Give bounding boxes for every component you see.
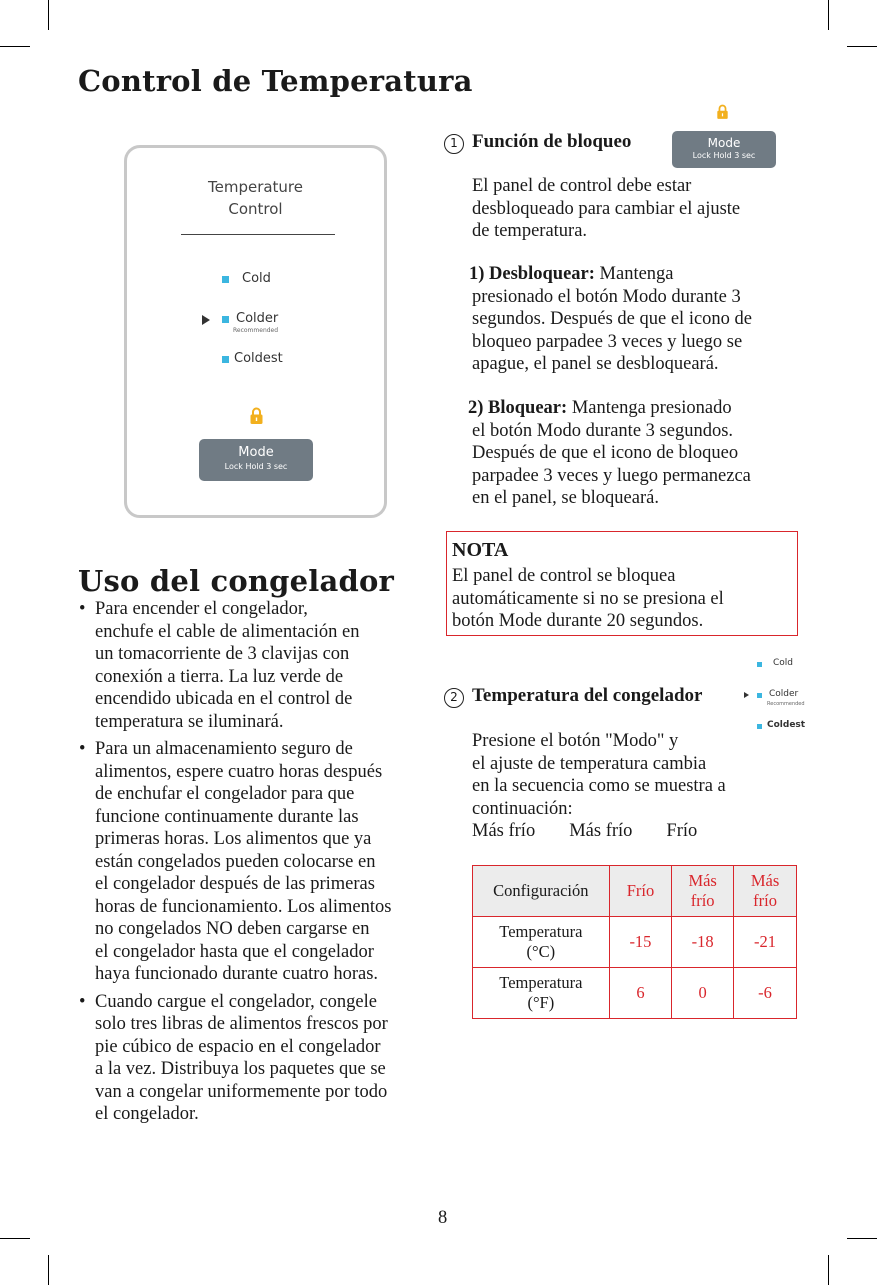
text-line: temperatura se iluminará. xyxy=(95,711,284,732)
section-heading-uso: Uso del congelador xyxy=(78,564,395,598)
text-line: Cuando cargue el congelador, congele xyxy=(95,991,377,1012)
list-item xyxy=(79,738,391,986)
mini-option-colder: Colder xyxy=(769,689,799,699)
lock-intro xyxy=(472,175,740,243)
selection-arrow-icon xyxy=(202,315,210,325)
note-title: NOTA xyxy=(452,539,509,561)
text-line: el ajuste de temperatura cambia xyxy=(472,753,707,774)
table-cell: -18 xyxy=(672,917,734,968)
unlock-instructions xyxy=(469,263,752,376)
text-line: un tomacorriente de 3 clavijas con xyxy=(95,644,350,664)
note-box xyxy=(446,531,798,636)
text-line: el congelador. xyxy=(95,1104,199,1124)
text-line: el congelador después de las primeras xyxy=(95,874,375,894)
text-line: de temperatura. xyxy=(472,221,588,241)
sequence-item: Más frío xyxy=(472,821,536,841)
text-line: Mantenga xyxy=(599,264,674,284)
option-coldest: Coldest xyxy=(234,351,283,366)
table-cell: -21 xyxy=(734,917,797,968)
crop-mark xyxy=(48,1255,49,1285)
selection-arrow-icon xyxy=(744,692,749,698)
text-line: primeras horas. Los alimentos que ya xyxy=(95,829,372,849)
text-line: de enchufar el congelador para que xyxy=(95,784,355,804)
text-line: desbloqueado para cambiar el ajuste xyxy=(472,198,741,219)
text-line: bloqueo parpadee 3 veces y luego se xyxy=(472,331,743,352)
temperature-table xyxy=(472,865,797,1019)
lock-heading: Función de bloqueo xyxy=(472,131,632,152)
table-cell: 6 xyxy=(609,968,672,1019)
header-cell: Más frío xyxy=(734,866,797,917)
text-line: continuación: xyxy=(472,798,573,819)
text-line: Para un almacenamiento seguro de xyxy=(95,739,353,759)
header-cell: Más frío xyxy=(672,866,734,917)
mode-button-small[interactable] xyxy=(672,131,776,168)
mini-recommended: Recommended xyxy=(767,701,805,707)
bullet-icon: • xyxy=(79,991,86,1012)
cold-indicator xyxy=(222,276,229,283)
page-number: 8 xyxy=(438,1208,448,1228)
text-line: Para encender el congelador, xyxy=(95,599,308,619)
text-line: funcione continuamente durante las xyxy=(95,806,359,827)
sequence-item: Frío xyxy=(666,821,698,841)
list-item xyxy=(79,598,391,733)
crop-mark xyxy=(847,1238,877,1239)
row-label: Temperatura (°C) xyxy=(473,917,610,968)
crop-mark xyxy=(828,0,829,30)
lock-icon xyxy=(716,104,729,120)
header-cell: Frío xyxy=(609,866,672,917)
row-label: Temperatura (°F) xyxy=(473,968,610,1019)
text-line: Mantenga presionado xyxy=(571,398,732,418)
text-line: El panel de control se bloquea xyxy=(452,566,676,586)
text-line: segundos. Después de que el icono de xyxy=(472,309,753,329)
crop-mark xyxy=(828,1255,829,1285)
divider xyxy=(181,234,335,235)
colder-indicator xyxy=(757,693,762,698)
sequence-item: Más frío xyxy=(569,821,633,841)
text-line: horas de funcionamiento. Los alimentos xyxy=(95,896,392,917)
text-line: Después de que el icono de bloqueo xyxy=(472,443,739,463)
text-line: El panel de control debe estar xyxy=(472,176,692,196)
temp-heading: Temperatura del congelador xyxy=(472,685,703,706)
text-line: conexión a tierra. La luz verde de xyxy=(95,666,344,687)
table-cell: -6 xyxy=(734,968,797,1019)
text-line: están congelados pueden colocarse en xyxy=(95,851,376,872)
table-row xyxy=(473,968,797,1019)
recommended-label: Recommended xyxy=(233,327,279,334)
mode-button-label: Mode xyxy=(238,445,274,460)
coldest-indicator xyxy=(757,724,762,729)
lock-label: 2) Bloquear: xyxy=(468,398,568,418)
text-line: encendido ubicada en el control de xyxy=(95,689,353,709)
text-line: el congelador hasta que el congelador xyxy=(95,941,374,962)
text-line: parpadee 3 veces y luego permanezca xyxy=(472,465,751,486)
option-colder: Colder xyxy=(236,311,279,326)
bullet-icon: • xyxy=(79,739,86,759)
note-text xyxy=(452,565,724,633)
text-line: el botón Modo durante 3 segundos. xyxy=(472,420,734,441)
control-panel-illustration xyxy=(124,145,387,518)
header-cell: Configuración xyxy=(473,866,610,917)
uso-list xyxy=(79,598,391,1126)
text-line: van a congelar uniformemente por todo xyxy=(95,1081,388,1102)
table-header-row xyxy=(473,866,797,917)
mini-option-cold: Cold xyxy=(773,658,794,668)
page-title: Control de Temperatura xyxy=(78,64,473,98)
text-line: solo tres libras de alimentos frescos por xyxy=(95,1014,388,1034)
text-line: no congelados NO deben cargarse en xyxy=(95,919,370,939)
mode-button-sublabel: Lock Hold 3 sec xyxy=(692,151,756,160)
cold-indicator xyxy=(757,662,762,667)
text-line: botón Mode durante 20 segundos. xyxy=(452,611,704,631)
table-cell: -15 xyxy=(609,917,672,968)
text-line: Presione el botón "Modo" y xyxy=(472,731,679,751)
mode-button[interactable] xyxy=(199,439,313,481)
temp-instructions xyxy=(472,730,726,843)
crop-mark xyxy=(48,0,49,30)
text-line: a la vez. Distribuya los paquetes que se xyxy=(95,1059,386,1079)
text-line: alimentos, espere cuatro horas después xyxy=(95,761,383,782)
crop-mark xyxy=(0,46,30,47)
lock-icon xyxy=(249,407,264,425)
crop-mark xyxy=(847,46,877,47)
table-cell: 0 xyxy=(672,968,734,1019)
text-line: pie cúbico de espacio en el congelador xyxy=(95,1036,381,1057)
option-cold: Cold xyxy=(242,271,271,286)
panel-title-line1: Temperature xyxy=(207,178,304,196)
text-line: en la secuencia como se muestra a xyxy=(472,776,726,796)
lock-instructions xyxy=(468,397,751,510)
text-line: automáticamente si no se presiona el xyxy=(452,588,724,609)
text-line: apague, el panel se desbloqueará. xyxy=(472,354,719,374)
text-line: haya funcionado durante cuatro horas. xyxy=(95,964,379,984)
text-line: en el panel, se bloqueará. xyxy=(472,488,659,508)
sequence-row xyxy=(472,820,726,843)
colder-indicator xyxy=(222,316,229,323)
unlock-label: 1) Desbloquear: xyxy=(469,264,595,284)
text-line: presionado el botón Modo durante 3 xyxy=(472,286,741,307)
step-number-2: 2 xyxy=(444,688,464,708)
mini-option-coldest: Coldest xyxy=(767,720,806,730)
crop-mark xyxy=(0,1238,30,1239)
list-item xyxy=(79,991,391,1126)
table-row xyxy=(473,917,797,968)
step-number-1: 1 xyxy=(444,134,464,154)
mode-button-label: Mode xyxy=(707,136,741,150)
coldest-indicator xyxy=(222,356,229,363)
mode-button-sublabel: Lock Hold 3 sec xyxy=(224,462,288,471)
panel-title-line2: Control xyxy=(228,200,283,218)
bullet-icon: • xyxy=(79,599,86,619)
text-line: enchufe el cable de alimentación en xyxy=(95,621,360,642)
